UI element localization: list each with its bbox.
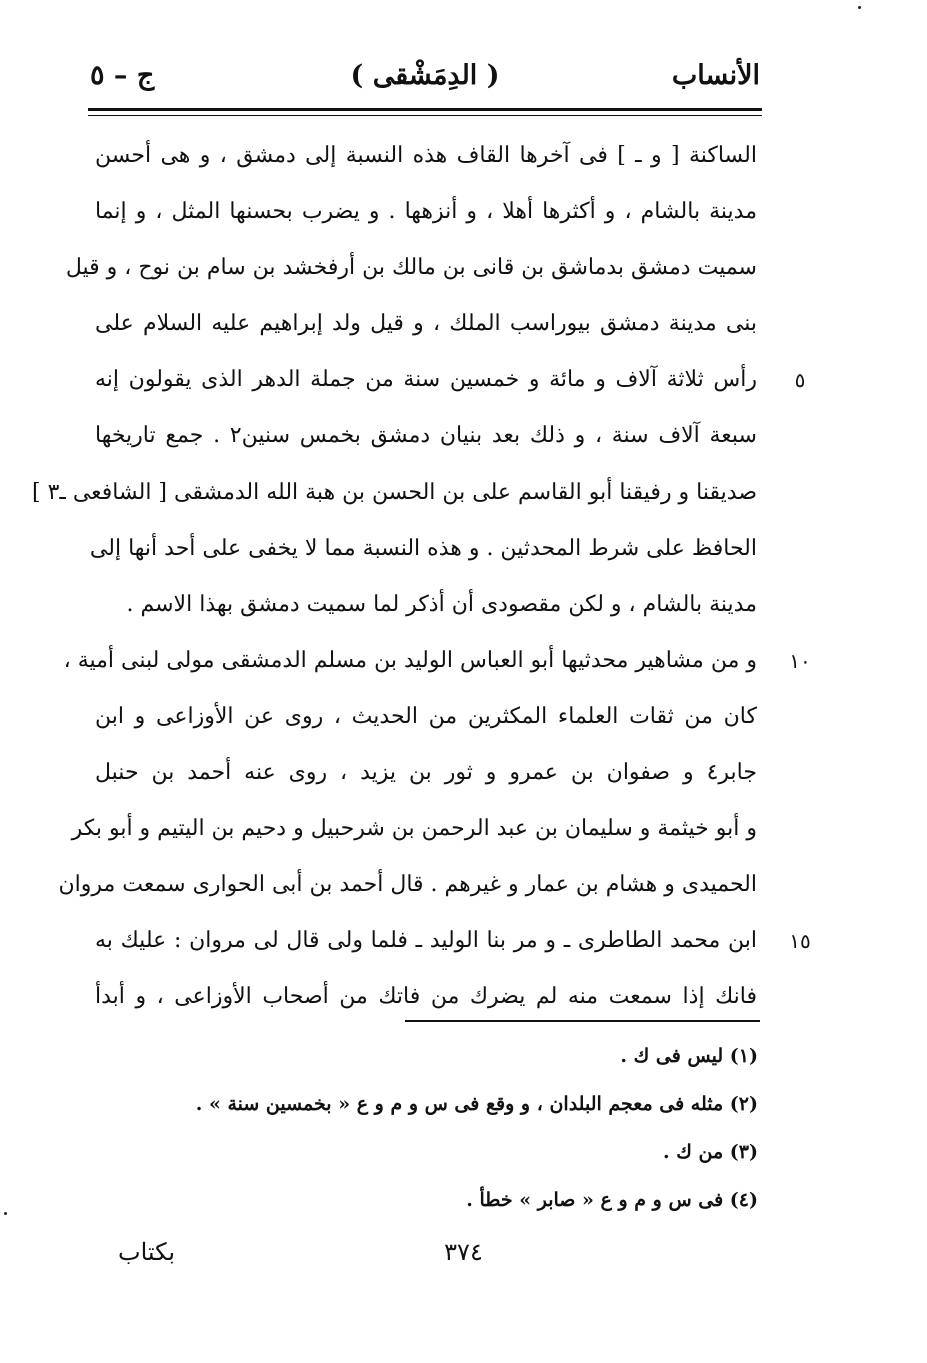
text-line: صديقنا و رفيقنا أبو القاسم على بن الحسن بن هبة الله الدمشقى [ الشافعى ـ٣ ]: [31, 479, 757, 505]
text-line: ابن محمد الطاطرى ـ و مر بنا الوليد ـ فلما ولى قال لى مروان : عليك به: [95, 928, 757, 954]
line-number: ١٥: [789, 929, 811, 954]
header-rule-thick: [88, 108, 762, 111]
footnote: (١) ليس فى ك .: [620, 1045, 758, 1067]
text-line: جابر٤ و صفوان بن عمرو و ثور بن يزيد ، روى عنه أحمد بن حنبل: [95, 760, 757, 786]
footnote-rule: [405, 1020, 760, 1022]
footnote: (٣) من ك .: [663, 1141, 758, 1163]
text-line: رأس ثلاثة آلاف و مائة و خمسين سنة من جملة الدهر الذى يقولون إنه: [95, 367, 757, 393]
catchword: بكتاب: [118, 1238, 176, 1266]
footnotes: [150, 1034, 758, 1226]
line-number: ٥: [794, 368, 806, 393]
text-line: مدينة بالشام ، و أكثرها أهلا ، و أنزهها . و يضرب بحسنها المثل ، و إنما: [95, 199, 757, 225]
scan-speck: [4, 1212, 7, 1215]
line-number: ١٠: [789, 648, 811, 673]
text-line: سميت دمشق بدماشق بن قانى بن مالك بن أرفخشد بن سام بن نوح ، و قيل: [65, 255, 757, 281]
footnote: (٢) مثله فى معجم البلدان ، و وقع فى س و م و ع « بخمسين سنة » .: [195, 1093, 758, 1115]
text-line: و أبو خيثمة و سليمان بن عبد الرحمن بن شرحبيل و دحيم بن اليتيم و أبو بكر: [71, 816, 757, 842]
text-line: الساكنة [ و ـ ] فى آخرها القاف هذه النسبة إلى دمشق ، و هى أحسن: [95, 143, 757, 168]
text-line: مدينة بالشام ، و لكن مقصودى أن أذكر لما سميت دمشق بهذا الاسم .: [126, 591, 757, 617]
footnote: (٤) فى س و م و ع « صابر » خطأ .: [466, 1189, 758, 1211]
header-entry-title: ( الدِمَشْقى ): [350, 60, 500, 91]
text-line: كان من ثقات العلماء المكثرين من الحديث ، روى عن الأوزاعى و ابن: [95, 703, 757, 729]
header-volume: ج – ٥: [90, 60, 155, 91]
text-line: الحميدى و هشام بن عمار و غيرهم . قال أحمد بن أبى الحوارى سمعت مروان: [58, 872, 757, 898]
text-line: الحافظ على شرط المحدثين . و هذه النسبة مما لا يخفى على أحد أنها إلى: [89, 535, 757, 561]
page-number: ٣٧٤: [444, 1238, 483, 1266]
main-text: [31, 128, 757, 1026]
scan-speck: [858, 6, 861, 9]
text-line: بنى مدينة دمشق بيوراسب الملك ، و قيل ولد إبراهيم عليه السلام على: [95, 311, 757, 337]
header-section-title: الأنساب: [671, 60, 760, 91]
header-rule-thin: [88, 115, 762, 116]
text-line: فانك إذا سمعت منه لم يضرك من فاتك من أصحاب الأوزاعى ، و أبدأ: [95, 984, 757, 1010]
running-header: [90, 60, 760, 104]
text-line: سبعة آلاف سنة ، و ذلك بعد بنيان دمشق بخمس سنين٢ . جمع تاريخها: [95, 423, 757, 449]
text-line: و من مشاهير محدثيها أبو العباس الوليد بن مسلم الدمشقى مولى لبنى أمية ،: [63, 647, 757, 673]
